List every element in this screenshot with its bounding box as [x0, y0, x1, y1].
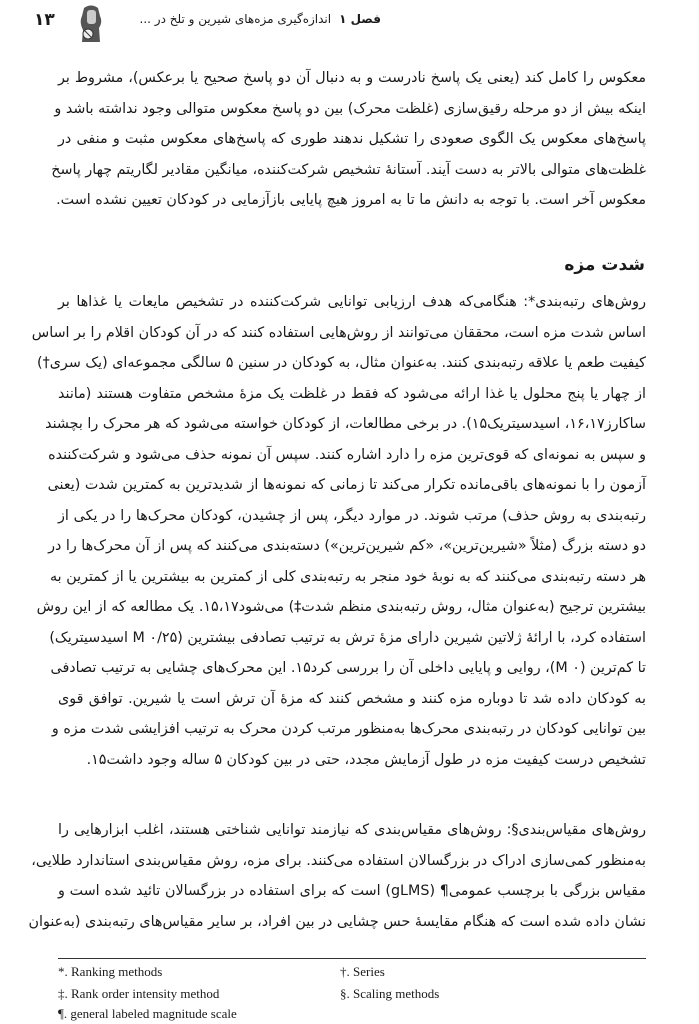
text-line: روش‌های رتبه‌بندی*: هنگامی‌که هدف ارزیابی توانایی شرکت‌کننده در تشخیص مایعات یا غذاها بر — [58, 294, 646, 310]
paragraph-3 — [28, 815, 646, 937]
footnote: ¶. general labeled magnitude scale — [58, 1006, 237, 1021]
footnote: §. Scaling methods — [340, 986, 440, 1001]
text-line: رتبه‌بندی به روش حذف) مرتب شوند. در موارد دیگر، پس از چشیدن، کودکان محرک‌ها را در یکی از — [58, 507, 646, 524]
page-number: ۱۳ — [34, 10, 55, 30]
text-line: غلظت‌های متوالی بالاتر به دست آیند. آستانهٔ تشخیص شرکت‌کننده، میانگین مقادیر لگاریتم چهار پاسخ — [51, 161, 646, 178]
text-line: و سپس به نمونه‌ای که قوی‌ترین مزه را دارد اشاره کنند. سپس آن نمونه حذف می‌شود و شرکت‌کننده — [48, 446, 646, 463]
footnote: *. Ranking methods — [58, 964, 163, 979]
text-line: تشخیص درست کیفیت مزه در طول آزمایش مجدد، حتی در بین کودکان ۵ ساله وجود داشت۱۵. — [86, 751, 646, 768]
text-line: مقیاس بزرگی با برچسب عمومی¶ (gLMS) است که برای استفاده در بزرگسالان تائید شده است و — [58, 883, 646, 899]
text-line: استفاده کرد، با ارائهٔ ژلاتین شیرین دارای مزهٔ ترش به ترتیب تصادفی بیشترین (۰/۲۵ M اسیدسیتریک) — [49, 629, 646, 646]
chapter-header — [140, 12, 381, 26]
text-line: به کودکان داده شد تا دوباره مزه کنند و مشخص کنند که مزهٔ آن ترش است یا شیرین. توافق قوی — [58, 690, 646, 707]
text-line: اساس شدت مزه است، محققان می‌توانند از روش‌هایی استفاده کنند که در آن کودکان اقلام را بر اساس — [31, 324, 646, 341]
text-line: معکوس آخر است. با توجه به دانش ما تا به امروز هیچ پایایی بازآزمایی در کودکان تعیین نشده است. — [56, 192, 646, 208]
text-line: معکوس را کامل کند (یعنی یک پاسخ نادرست و به دنبال آن دو پاسخ صحیح یا برعکس)، مشروط بر — [58, 70, 646, 86]
text-line: تا کم‌ترین (۰ M)، روایی و پایایی داخلی آن را بررسی کرد۱۵. این محرک‌های چشایی به ترتیب تصادفی — [50, 660, 646, 676]
text-line: آزمون را با نمونه‌های باقی‌مانده تکرار می‌کند تا زمانی که نمونه‌ها از شدیدترین به کمترین شدت (یعنی — [47, 477, 646, 493]
text-line: بیشترین ترجیح (به‌عنوان مثال، روش رتبه‌بندی منظم شدت‡) می‌شود۱۵،۱۷. یک مطالعه که از این روش — [36, 599, 646, 615]
chapter-title: اندازه‌گیری مزه‌های شیرین و تلخ در ... — [139, 12, 332, 26]
paragraph-2 — [31, 287, 646, 775]
text-line: به‌منظور کمی‌سازی ادراک در بزرگسالان استفاده می‌کنند. برای مزه، روش مقیاس‌بندی استاندارد طلایی، — [31, 852, 646, 869]
text-line: دو دسته بزرگ (مثلاً «شیرین‌ترین»، «کم شیرین‌ترین») دسته‌بندی می‌کنند که پس از آن محرک‌ها را در — [48, 538, 646, 554]
running-header — [0, 4, 699, 44]
text-line: نشان داده شده است که هنگام مقایسهٔ حس چشایی در بین افراد، بر سایر مقیاس‌های رتبه‌بندی (به‌عنوان — [28, 913, 646, 930]
footnote: ‡. Rank order intensity method — [58, 986, 220, 1001]
text-line: بین توانایی کودکان در رتبه‌بندی محرک‌ها به‌منظور مرتب کردن محرک به ترتیب افزایشی شدت مزه و — [51, 721, 646, 737]
paragraph-1 — [51, 63, 646, 216]
text-line: پاسخ‌های معکوس یک الگوی صعودی را تشکیل ندهند طوری که پاسخ‌های معکوس مثبت و منفی در — [58, 131, 646, 147]
text-line: از چهار یا پنج محلول یا غذا ارائه می‌شود که فقط در غلظت یک مزهٔ مشخص متفاوت هستند (مانند — [58, 385, 646, 402]
text-line: روش‌های مقیاس‌بندی§: روش‌های مقیاس‌بندی که نیازمند توانایی شناختی هستند، اغلب ابزارهایی را — [58, 822, 646, 838]
chapter-label: فصل ۱ — [339, 12, 381, 26]
footnote-divider — [58, 958, 646, 959]
text-line: اینکه بیش از دو مرحله رقیق‌سازی (غلظت محرک) بین دو پاسخ معکوس متوالی وجود نداشته باشد و — [54, 100, 646, 117]
child-head-icon — [76, 4, 106, 44]
section-heading: شدت مزه — [564, 255, 645, 275]
text-line: ساکارز۱۶،۱۷، اسیدسیتریک۱۵). در برخی مطالعات، از کودکان خواسته می‌شود که هر محرک را بچشند — [45, 416, 646, 432]
footnote: †. Series — [340, 964, 385, 979]
text-line: کیفیت طعم یا علاقه رتبه‌بندی کنند. به‌عنوان مثال، به کودکان در سنین ۵ سالگی مجموعه‌ای (یک سری†) — [37, 355, 646, 371]
text-line: هر دسته رتبه‌بندی می‌کنند که به نوبهٔ خود منجر به رتبه‌بندی کلی از کمترین به بیشترین یا از کمترین به — [50, 568, 646, 585]
